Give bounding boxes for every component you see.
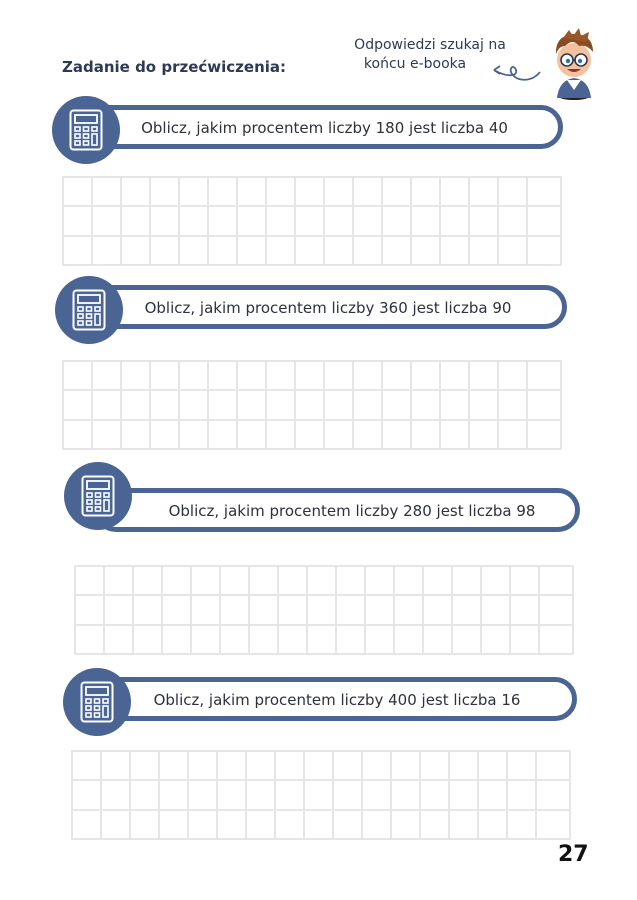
- task-1-text: Oblicz, jakim procentem liczby 180 jest liczba 40: [141, 119, 508, 137]
- curly-arrow-icon: [488, 58, 544, 84]
- calculator-icon: [81, 475, 115, 517]
- task-3-pill: [94, 488, 580, 532]
- task-4: [63, 668, 577, 738]
- cartoon-boy-avatar: [543, 24, 605, 100]
- answer-grid-4[interactable]: [71, 750, 571, 840]
- task-2: [55, 276, 567, 346]
- task-1-badge: [52, 96, 120, 164]
- calculator-icon: [72, 289, 106, 331]
- task-3-badge: [64, 462, 132, 530]
- task-1-pill: [86, 105, 563, 149]
- task-1: [52, 96, 563, 166]
- answer-grid-3[interactable]: [74, 565, 574, 655]
- task-4-text: Oblicz, jakim procentem liczby 400 jest liczba 16: [153, 691, 521, 709]
- calculator-icon: [69, 109, 103, 151]
- calculator-icon: [80, 681, 114, 723]
- answer-grid-1[interactable]: [62, 176, 562, 266]
- task-4-pill: [97, 677, 577, 721]
- page-number: 27: [558, 842, 589, 867]
- task-4-badge: [63, 668, 131, 736]
- page-heading: Zadanie do przećwiczenia:: [62, 58, 287, 76]
- task-2-badge: [55, 276, 123, 344]
- task-3: [64, 462, 580, 532]
- answers-hint-line1: Odpowiedzi szukaj na: [354, 37, 506, 53]
- task-2-text: Oblicz, jakim procentem liczby 360 jest liczba 90: [144, 299, 512, 317]
- task-3-text: Oblicz, jakim procentem liczby 280 jest liczba 98: [168, 502, 536, 520]
- answers-hint-line2: końcu e-booka: [363, 56, 467, 72]
- task-2-pill: [89, 285, 567, 329]
- answer-grid-2[interactable]: [62, 360, 562, 450]
